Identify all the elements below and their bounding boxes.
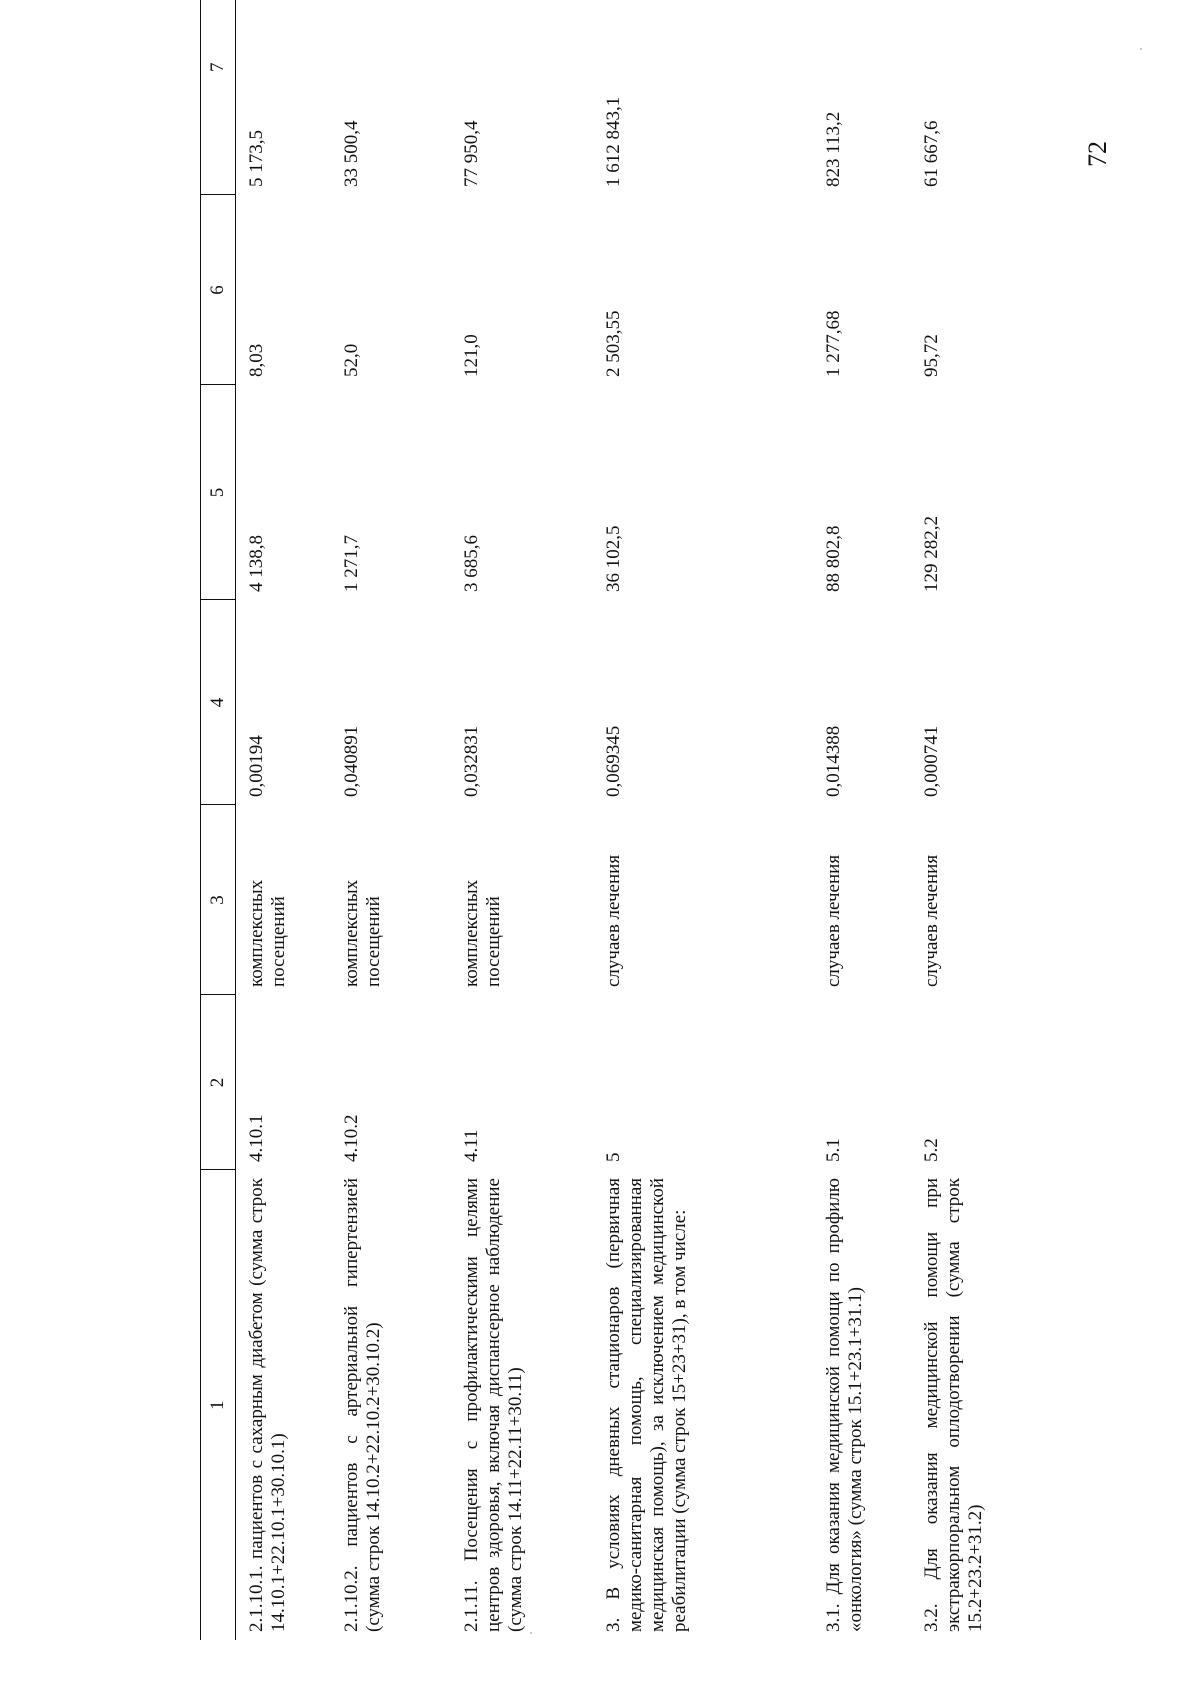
column-header: 1 <box>201 1170 236 1640</box>
row-unit: случаев лечения <box>603 854 624 987</box>
cell-col4: 0,014388 <box>823 725 844 797</box>
row-code: 5.1 <box>823 1138 844 1162</box>
row-label: 2.1.10.2. пациентов с артериальной гипертензией (сумма строк 14.10.2+22.10.2+30.10.2) <box>341 1178 384 1632</box>
cell-col6: 2 503,55 <box>603 310 624 377</box>
column-header: 7 <box>201 0 236 195</box>
cell-col6: 1 277,68 <box>823 310 844 377</box>
cell-col6: 121,0 <box>461 334 482 377</box>
cell-col7: 61 667,6 <box>921 120 942 187</box>
row-label: 2.1.10.1. пациентов с сахарным диабетом (сумма строк 14.10.1+22.10.1+30.10.1) <box>246 1178 289 1632</box>
row-label: 3. В условиях дневных стационаров (первичная медико-санитарная помощь, специализированная медицинская помощь), за исключением медицинской реабилитации (сумма строк 15+23+31), в том числе: <box>603 1178 690 1632</box>
table-row <box>593 0 813 1640</box>
column-header: 3 <box>201 805 236 995</box>
page-number: 72 <box>1083 141 1112 167</box>
row-code: 4.10.2 <box>341 1114 362 1162</box>
table-row <box>331 0 451 1640</box>
column-header: 2 <box>201 995 236 1170</box>
row-unit: комплексных посещений <box>461 879 504 987</box>
cell-col5: 88 802,8 <box>823 525 844 592</box>
row-code: 4.10.1 <box>246 1114 267 1162</box>
row-unit: комплексных посещений <box>341 879 384 987</box>
row-label: 2.1.11. Посещения с профилактическими целями центров здоровья, включая диспансерное наблюдение (сумма строк 14.11+22.11+30.11) <box>461 1178 526 1632</box>
cell-col5: 1 271,7 <box>341 535 362 592</box>
row-unit: случаев лечения <box>921 854 942 987</box>
row-label: 3.1. Для оказания медицинской помощи по профилю «онкология» (сумма строк 15.1+23.1+31.1) <box>823 1178 866 1632</box>
cell-col4: 0,00194 <box>246 735 267 797</box>
column-header: 6 <box>201 195 236 385</box>
cell-col4: 0,000741 <box>921 725 942 797</box>
row-code: 5 <box>603 1152 624 1162</box>
cell-col7: 77 950,4 <box>461 120 482 187</box>
cell-col6: 95,72 <box>921 334 942 377</box>
table-row <box>451 0 593 1640</box>
cell-col6: 52,0 <box>341 343 362 377</box>
scan-speck <box>530 1632 532 1634</box>
cell-col4: 0,040891 <box>341 725 362 797</box>
cell-col4: 0,069345 <box>603 725 624 797</box>
cell-col7: 1 612 843,1 <box>603 96 624 187</box>
cell-col7: 823 113,2 <box>823 111 844 187</box>
column-header: 5 <box>201 385 236 600</box>
cell-col5: 3 685,6 <box>461 535 482 592</box>
row-code: 4.11 <box>461 1129 482 1162</box>
cell-col7: 5 173,5 <box>246 130 267 187</box>
data-table <box>200 0 1031 1640</box>
table-row <box>813 0 911 1640</box>
row-code: 5.2 <box>921 1138 942 1162</box>
rotated-table-frame <box>200 62 1200 1640</box>
row-unit: случаев лечения <box>823 854 844 987</box>
column-header: 4 <box>201 600 236 805</box>
cell-col5: 4 138,8 <box>246 535 267 592</box>
scan-speck <box>1140 48 1142 50</box>
cell-col4: 0,032831 <box>461 725 482 797</box>
row-label: 3.2. Для оказания медицинской помощи при экстракорпоральном оплодотворении (сумма строк 15.2+23.2+31.2) <box>921 1178 986 1632</box>
cell-col5: 36 102,5 <box>603 525 624 592</box>
cell-col5: 129 282,2 <box>921 516 942 592</box>
table-row <box>911 0 1031 1640</box>
row-unit: комплексных посещений <box>246 879 289 987</box>
table-row <box>236 0 332 1640</box>
cell-col7: 33 500,4 <box>341 120 362 187</box>
header-row <box>201 0 236 1640</box>
cell-col6: 8,03 <box>246 343 267 377</box>
